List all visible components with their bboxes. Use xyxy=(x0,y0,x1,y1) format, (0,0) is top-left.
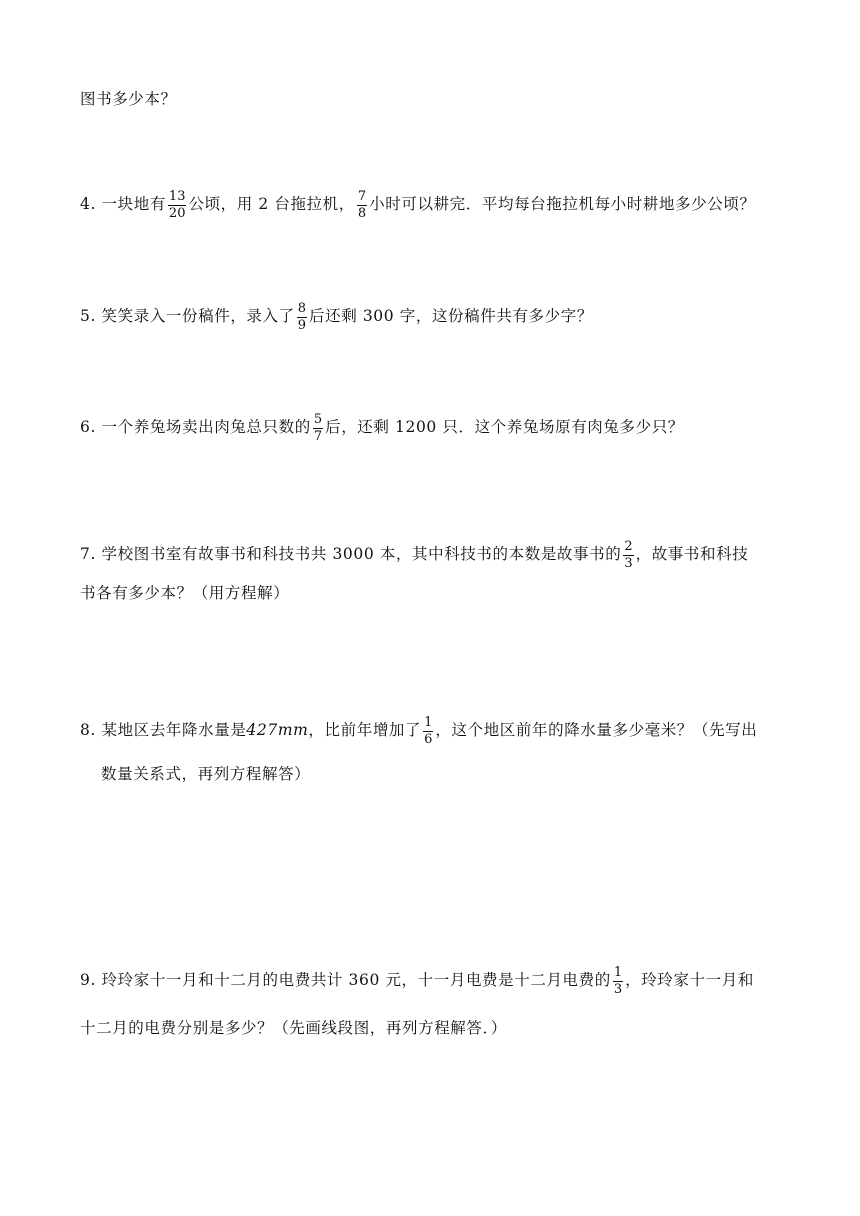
question-7-line-1: 7. 学校图书室有故事书和科技书共 3000 本，其中科技书的本数是故事书的 $\frac{2}{3}$ ，故事书和科技 xyxy=(80,539,749,571)
fraction-7-8: $\frac{7}{8}$ xyxy=(357,189,367,221)
fraction-13-20: $\frac{13}{20}$ xyxy=(168,189,186,221)
question-7-line-2: 书各有多少本？（用方程解） xyxy=(80,584,290,602)
question-5: 5. 笑笑录入一份稿件，录入了 $\frac{8}{9}$ 后还剩 300 字，这份稿件共有多少字？ xyxy=(80,301,593,333)
question-8-line-2: 数量关系式，再列方程解答） xyxy=(101,765,311,783)
question-8-line-1: 8. 某地区去年降水量是427mm，比前年增加了 $\frac{1}{6}$ ，这个地区前年的降水量多少毫米？（先写出 xyxy=(80,715,758,747)
fraction-1-3: $\frac{1}{3}$ xyxy=(613,965,623,997)
fraction-5-7: $\frac{5}{7}$ xyxy=(313,412,323,444)
fraction-8-9: $\frac{8}{9}$ xyxy=(297,301,306,333)
question-9-line-2: 十二月的电费分别是多少？（先画线段图，再列方程解答．） xyxy=(80,1019,507,1037)
question-3-continuation: 图书多少本？ xyxy=(80,90,177,108)
question-4: 4. 一块地有 $\frac{13}{20}$ 公顷，用 2 台拖拉机， $\frac{7}{8}$ 小时可以耕完．平均每台拖拉机每小时耕地多少公顷？ xyxy=(80,189,756,221)
question-9-line-1: 9. 玲玲家十一月和十二月的电费共计 360 元，十一月电费是十二月电费的 $\frac{1}{3}$ ，玲玲家十一月和 xyxy=(80,965,754,997)
question-6: 6. 一个养兔场卖出肉兔总只数的 $\frac{5}{7}$ 后，还剩 1200 只．这个养兔场原有肉兔多少只？ xyxy=(80,412,684,444)
fraction-1-6: $\frac{1}{6}$ xyxy=(424,715,433,747)
fraction-2-3: $\frac{2}{3}$ xyxy=(624,539,633,571)
